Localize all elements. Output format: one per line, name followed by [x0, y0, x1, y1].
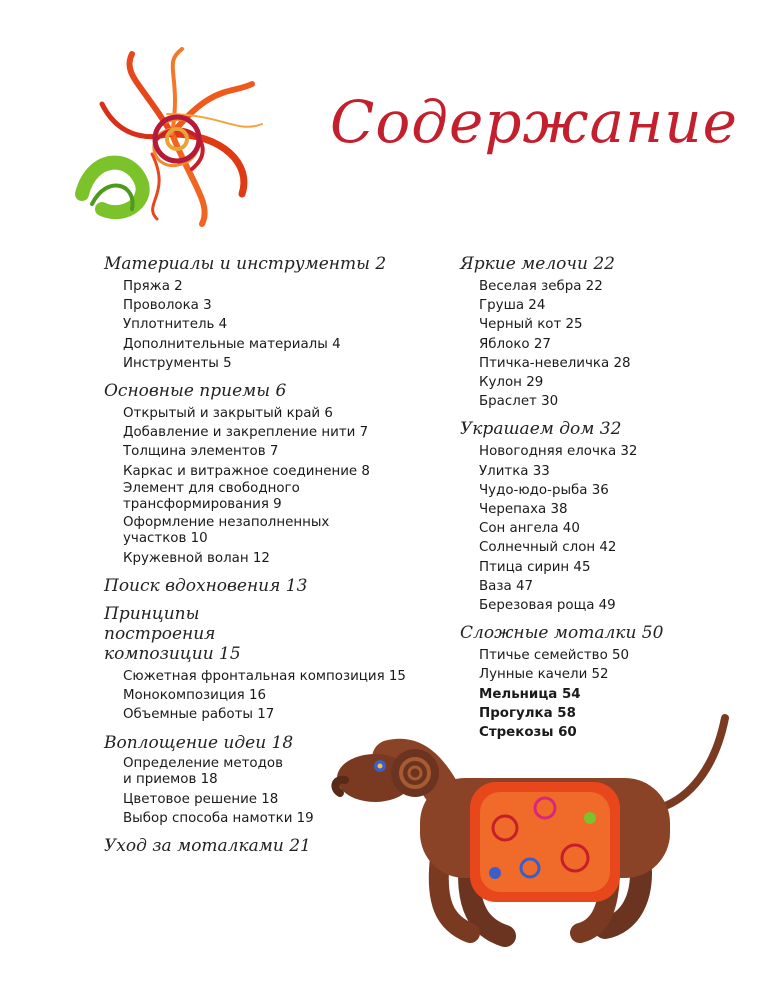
toc-entry[interactable]: Сюжетная фронтальная композиция 15	[123, 669, 406, 685]
toc-entry[interactable]: Прогулка 58	[479, 705, 576, 721]
toc-entry[interactable]: Проволока 3	[123, 298, 212, 314]
toc-entry[interactable]: Мельница 54	[479, 686, 581, 702]
toc-entry[interactable]: Уплотнитель 4	[123, 317, 228, 333]
toc-entry[interactable]: Ваза 47	[479, 578, 534, 594]
toc-entry[interactable]: Открытый и закрытый край 6	[123, 406, 333, 422]
toc-entry[interactable]: Выбор способа намотки 19	[123, 810, 314, 826]
toc-entry[interactable]: Пряжа 2	[123, 279, 183, 294]
toc-entry[interactable]: Дополнительные материалы 4	[123, 336, 341, 352]
toc-entry[interactable]: Солнечный слон 42	[479, 540, 617, 556]
yarn-flower-illustration	[62, 44, 272, 234]
toc-entry[interactable]: Инструменты 5	[123, 355, 232, 371]
toc-entry[interactable]: Птица сирин 45	[479, 559, 591, 575]
toc-entry[interactable]: Новогодняя елочка 32	[479, 444, 638, 460]
toc-entry[interactable]: Объемные работы 17	[123, 707, 275, 723]
toc-entry[interactable]: Цветовое решение 18	[123, 791, 279, 807]
toc-entry[interactable]: Птичье семейство 50	[479, 648, 630, 664]
toc-entry[interactable]: Черный кот 25	[479, 317, 583, 333]
toc-entry[interactable]: Лунные качели 52	[479, 667, 609, 683]
toc-entry[interactable]: Толщина элементов 7	[123, 444, 279, 460]
toc-section-heading[interactable]: Уход за моталками 21	[104, 836, 311, 857]
toc-entry[interactable]: Улитка 33	[479, 463, 550, 479]
toc-section-heading[interactable]: Сложные моталки 50	[460, 623, 664, 644]
toc-section-heading[interactable]: Украшаем дом 32	[460, 419, 622, 440]
toc-entry[interactable]: Каркас и витражное соединение 8	[123, 463, 370, 479]
toc-entry[interactable]: Браслет 30	[479, 394, 559, 410]
toc-entry[interactable]: Добавление и закрепление нити 7	[123, 425, 369, 441]
toc-entry[interactable]: Оформление незаполненных участков 10	[123, 514, 330, 546]
dachshund-illustration	[330, 708, 750, 958]
toc-entry[interactable]: Стрекозы 60	[479, 725, 577, 741]
toc-entry[interactable]: Веселая зебра 22	[479, 279, 603, 294]
toc-section-heading[interactable]: Основные приемы 6	[104, 381, 287, 402]
toc-right-column	[460, 254, 750, 742]
toc-section-heading[interactable]: Материалы и инструменты 2	[104, 254, 387, 274]
toc-section-heading[interactable]: Принципы построения композиции 15	[104, 604, 241, 665]
toc-entry[interactable]: Груша 24	[479, 298, 546, 314]
toc-entry[interactable]: Яблоко 27	[479, 336, 551, 352]
toc-entry[interactable]: Березовая роща 49	[479, 598, 616, 614]
toc-section-heading[interactable]: Яркие мелочи 22	[460, 254, 615, 274]
toc-entry[interactable]: Кулон 29	[479, 375, 544, 391]
toc-entry[interactable]: Птичка-невеличка 28	[479, 355, 631, 371]
toc-entry[interactable]: Определение методов и приемов 18	[123, 755, 283, 787]
toc-entry[interactable]: Сон ангела 40	[479, 521, 580, 537]
toc-section-heading[interactable]: Поиск вдохновения 13	[104, 576, 308, 597]
toc-entry[interactable]: Чудо-юдо-рыба 36	[479, 482, 609, 498]
toc-section-heading[interactable]: Воплощение идеи 18	[104, 732, 294, 753]
toc-entry[interactable]: Элемент для свободного трансформирования 9	[123, 480, 300, 512]
page-title: Содержание	[330, 88, 738, 156]
toc-entry[interactable]: Черепаха 38	[479, 502, 568, 518]
toc-entry[interactable]: Кружевной волан 12	[123, 550, 270, 566]
toc-entry[interactable]: Монокомпозиция 16	[123, 688, 267, 704]
